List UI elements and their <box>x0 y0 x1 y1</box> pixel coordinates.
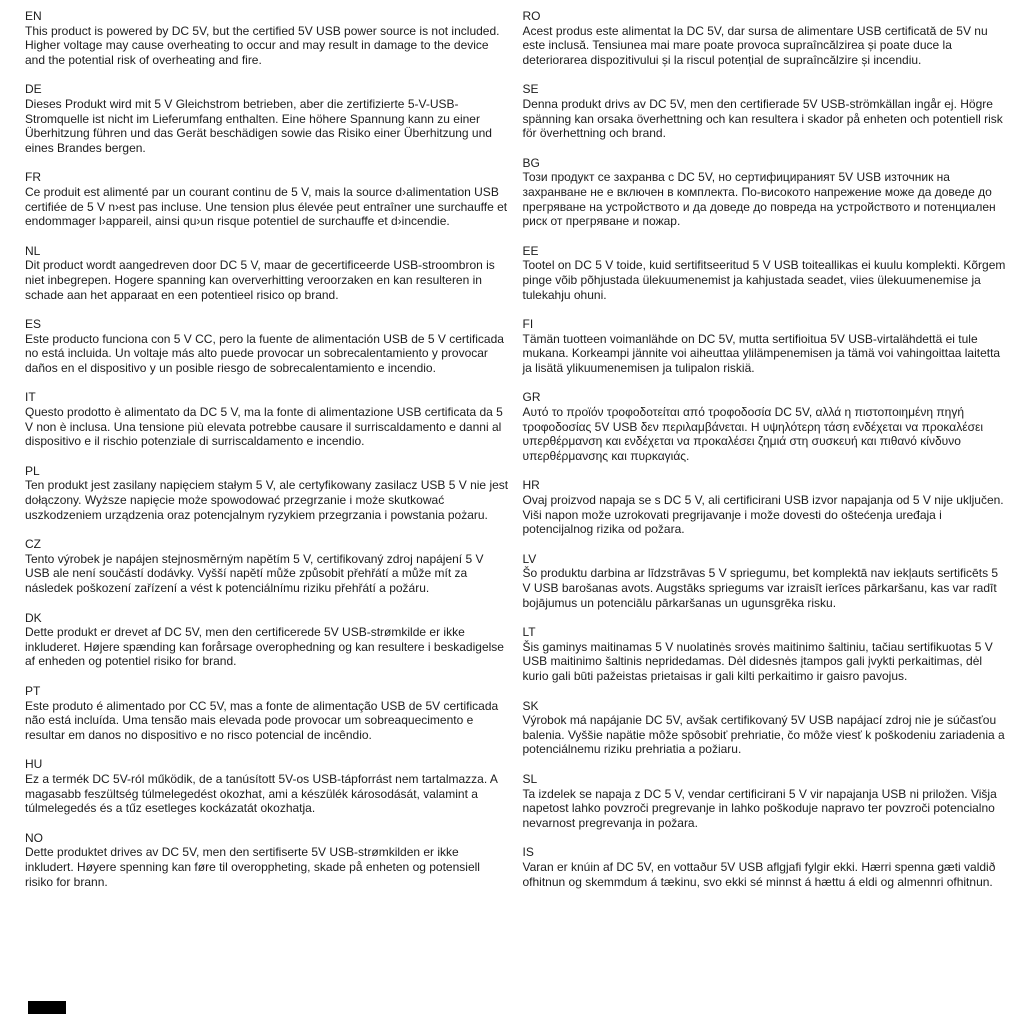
language-block-cz <box>25 537 509 595</box>
language-text-se: Denna produkt drivs av DC 5V, men den certifierade 5V USB-strömkällan ingår ej. Högre spänning kan orsaka överhettning och kan resultera i skador på enheten och potentiell risk för överhettning och brand. <box>522 96 1003 141</box>
language-code-hr: HR <box>522 478 540 493</box>
language-text-no: Dette produktet drives av DC 5V, men den sertifiserte 5V USB-strømkilden er ikke inkludert. Høyere spenning kan føre til overoppheting, skade på enheten og potensiell risiko for brann. <box>25 845 480 889</box>
print-registration-mark <box>28 1001 66 1014</box>
language-block-lv <box>523 552 1007 610</box>
language-block-sk <box>523 699 1007 757</box>
language-code-de: DE <box>25 82 42 97</box>
language-code-ee: EE <box>522 243 539 258</box>
language-block-en <box>25 9 509 67</box>
language-code-ro: RO <box>522 9 541 23</box>
language-text-is: Varan er knúin af DC 5V, en vottaður 5V USB aflgjafi fylgir ekki. Hærri spenna gæti valdið ofhitnun og skemmdum á tækinu, svo ekki sé minnst á hættu á eldi og almennri ofhitnun. <box>522 859 996 889</box>
language-code-en: EN <box>25 9 42 23</box>
language-block-no <box>25 831 509 889</box>
language-block-gr <box>523 390 1007 463</box>
language-block-fi <box>523 317 1007 375</box>
language-code-gr: GR <box>522 390 541 405</box>
language-block-ee <box>523 244 1007 302</box>
language-block-de <box>25 82 509 155</box>
language-block-lt <box>523 625 1007 683</box>
language-text-pt: Este produto é alimentado por CC 5V, mas a fonte de alimentação USB de 5V certificada não está incluída. Uma tensão mais elevada pode provocar um sobreaquecimento e resultar em danos no dispositivo e no risco potencial de incêndio. <box>25 698 499 742</box>
language-code-pt: PT <box>25 683 41 698</box>
language-code-lt: LT <box>522 625 536 640</box>
language-block-hr <box>523 478 1007 536</box>
language-block-nl <box>25 244 509 302</box>
language-block-is <box>523 845 1007 889</box>
language-code-sk: SK <box>522 698 539 713</box>
language-code-it: IT <box>25 390 36 405</box>
language-text-cz: Tento výrobek je napájen stejnosměrným napětím 5 V, certifikovaný zdroj napájení 5 V USB ale není součástí dodávky. Vyšší napětí může způsobit přehřátí a může mít za následek poškození zařízení a vést k potenciálnímu riziku přehřátí a požáru. <box>25 551 484 595</box>
language-code-no: NO <box>25 830 43 845</box>
language-text-es: Este producto funciona con 5 V CC, pero la fuente de alimentación USB de 5 V certificada no está incluida. Un voltaje más alto puede provocar un sobrecalentamiento y provocar daños en el dispositivo y un posible riesgo de sobrecalentamiento e incendio. <box>25 331 504 375</box>
language-text-bg: Този продукт се захранва с DC 5V, но сертифицираният 5V USB източник на захранване не е включен в комплекта. По-високото напрежение може да доведе до прегряване на устройството и да доведе до повреда на устройството и потенциален риск от прегряване и пожар. <box>522 170 996 229</box>
language-text-it: Questo prodotto è alimentato da DC 5 V, ma la fonte di alimentazione USB certificata da 5 V non è inclusa. Una tensione più elevata potrebbe causare il surriscaldamento e danni al dispositivo e il rischio potenziale di surriscaldamento e incendio. <box>25 405 503 449</box>
language-text-ee: Tootel on DC 5 V toide, kuid sertifitseeritud 5 V USB toiteallikas ei kuulu komplekti. Kõrgem pinge võib põhjustada ülekuumenemist ja kahjustada seadet, viies ülekuumenemise ja tulekahju ohuni. <box>522 258 1006 302</box>
language-block-ro <box>523 9 1007 67</box>
language-text-gr: Αυτό το προϊόν τροφοδοτείται από τροφοδοσία DC 5V, αλλά η πιστοποιημένη πηγή τροφοδοσίας 5V USB δεν περιλαμβάνεται. Η υψηλότερη τάση ενδέχεται να προκαλέσει υπερθέρμανση και ενδέχεται να προκαλέσει ζημιά στη συσκευή και πιθανό κίνδυνο υπερθέρμανσης και πυρκαγιάς. <box>522 405 983 463</box>
language-code-es: ES <box>25 317 42 332</box>
language-block-pt <box>25 684 509 742</box>
language-text-sk: Výrobok má napájanie DC 5V, avšak certifikovaný 5V USB napájací zdroj nie je súčasťou balenia. Vyššie napätie môže spôsobiť prehriatie, čo môže viesť k poškodeniu zariadenia a potenciálnemu riziku prehriatia a požiaru. <box>522 713 1005 757</box>
language-block-se <box>523 82 1007 140</box>
language-code-bg: BG <box>522 155 540 170</box>
language-code-sl: SL <box>522 771 538 786</box>
language-block-fr <box>25 170 509 228</box>
language-text-fi: Tämän tuotteen voimanlähde on DC 5V, mutta sertifioitua 5V USB-virtalähdettä ei tule mukana. Korkeampi jännite voi aiheuttaa ylilämpenemisen ja tämä voi vahingoittaa laitetta ja lisätä ylikuumenemisen ja tulipalon riskiä. <box>522 331 1001 375</box>
language-block-bg <box>523 156 1007 229</box>
language-code-dk: DK <box>25 610 42 625</box>
language-text-lv: Šo produktu darbina ar līdzstrāvas 5 V spriegumu, bet komplektā nav iekļauts sertificēts 5 V USB barošanas avots. Augstāks spriegums var izraisīt ierīces pārkaršanu, kas var radīt bojājumus un potenciālu pārkaršanas un ugunsgrēka risku. <box>522 566 999 610</box>
language-text-dk: Dette produkt er drevet af DC 5V, men den certificerede 5V USB-strømkilde er ikke inkluderet. Højere spænding kan forårsage overophedning og kan resultere i beskadigelse af enheden og potentiel risiko for brand. <box>25 625 504 669</box>
language-code-hu: HU <box>25 757 43 772</box>
right-column <box>523 9 1007 1024</box>
language-code-se: SE <box>522 82 539 97</box>
language-text-ro: Acest produs este alimentat la DC 5V, dar sursa de alimentare USB certificată de 5V nu este inclusă. Tensiunea mai mare poate provoca supraîncălzirea și poate duce la deteriorarea dispozitivului și la riscul potențial de supraîncălzire și incendiu. <box>522 23 988 67</box>
language-block-it <box>25 390 509 448</box>
language-code-lv: LV <box>522 551 537 566</box>
language-block-pl <box>25 464 509 522</box>
language-text-sl: Ta izdelek se napaja z DC 5 V, vendar certificirani 5 V vir napajanja USB ni priložen. Višja napetost lahko povzroči pregrevanje in lahko poškoduje napravo ter povzroči potencialno nevarnost pregrevanja in požara. <box>522 786 997 830</box>
language-text-nl: Dit product wordt aangedreven door DC 5 V, maar de gecertificeerde USB-stroombron is niet inbegrepen. Hogere spanning kan oververhitting veroorzaken en kan resulteren in schade aan het apparaat en een potentieel risico op brand. <box>25 258 495 302</box>
language-text-hr: Ovaj proizvod napaja se s DC 5 V, ali certificirani USB izvor napajanja od 5 V nije uključen. Viši napon može uzrokovati pregrijavanje i može dovesti do oštećenja uređaja i potencijalnog rizika od požara. <box>522 493 1004 537</box>
language-block-dk <box>25 611 509 669</box>
left-column <box>25 9 509 1024</box>
language-text-en: This product is powered by DC 5V, but the certified 5V USB power source is not included. Higher voltage may cause overheating to occur and may result in damage to the device and the potential risk of overheating and fire. <box>25 23 500 67</box>
language-block-hu <box>25 757 509 815</box>
language-code-is: IS <box>522 845 534 860</box>
language-block-es <box>25 317 509 375</box>
language-text-pl: Ten produkt jest zasilany napięciem stałym 5 V, ale certyfikowany zasilacz USB 5 V nie jest dołączony. Wyższe napięcie może spowodować przegrzanie i może skutkować uszkodzeniem urządzenia oraz potencjalnym ryzykiem przegrzania i powstania pożaru. <box>25 478 509 522</box>
language-code-fr: FR <box>25 170 41 185</box>
language-code-fi: FI <box>522 317 534 332</box>
language-block-sl <box>523 772 1007 830</box>
language-text-lt: Šis gaminys maitinamas 5 V nuolatinės srovės maitinimo šaltiniu, tačiau sertifikuotas 5 V USB maitinimo šaltinis nepridedamas. Dėl didesnės įtampos gali įvykti perkaitimas, dėl kurio gali būti pažeistas prietaisas ir gali kilti perkaitimo ir gaisro pavojus. <box>522 639 993 683</box>
language-text-fr: Ce produit est alimenté par un courant continu de 5 V, mais la source d›alimentation USB certifiée de 5 V n›est pas incluse. Une tension plus élevée peut entraîner une surchauffe et endommager l›appareil, ainsi qu›un risque potentiel de surchauffe et d›incendie. <box>25 184 508 229</box>
language-code-cz: CZ <box>25 537 41 552</box>
language-text-de: Dieses Produkt wird mit 5 V Gleichstrom betrieben, aber die zertifizierte 5-V-USB-Stromquelle ist nicht im Lieferumfang enthalten. Eine höhere Spannung kann zu einer Überhitzung führen und das Gerät beschädigen sowie das Risiko einer Überhitzung und eines Brandes bergen. <box>25 96 492 155</box>
language-text-hu: Ez a termék DC 5V-ról működik, de a tanúsított 5V-os USB-tápforrást nem tartalmazza. A magasabb feszültség túlmelegedést okozhat, ami a készülék károsodását, valamint a túlmelegedés és a tűz esetleges kockázatát okozhatja. <box>25 771 498 816</box>
language-code-pl: PL <box>25 463 40 478</box>
language-code-nl: NL <box>25 243 41 258</box>
